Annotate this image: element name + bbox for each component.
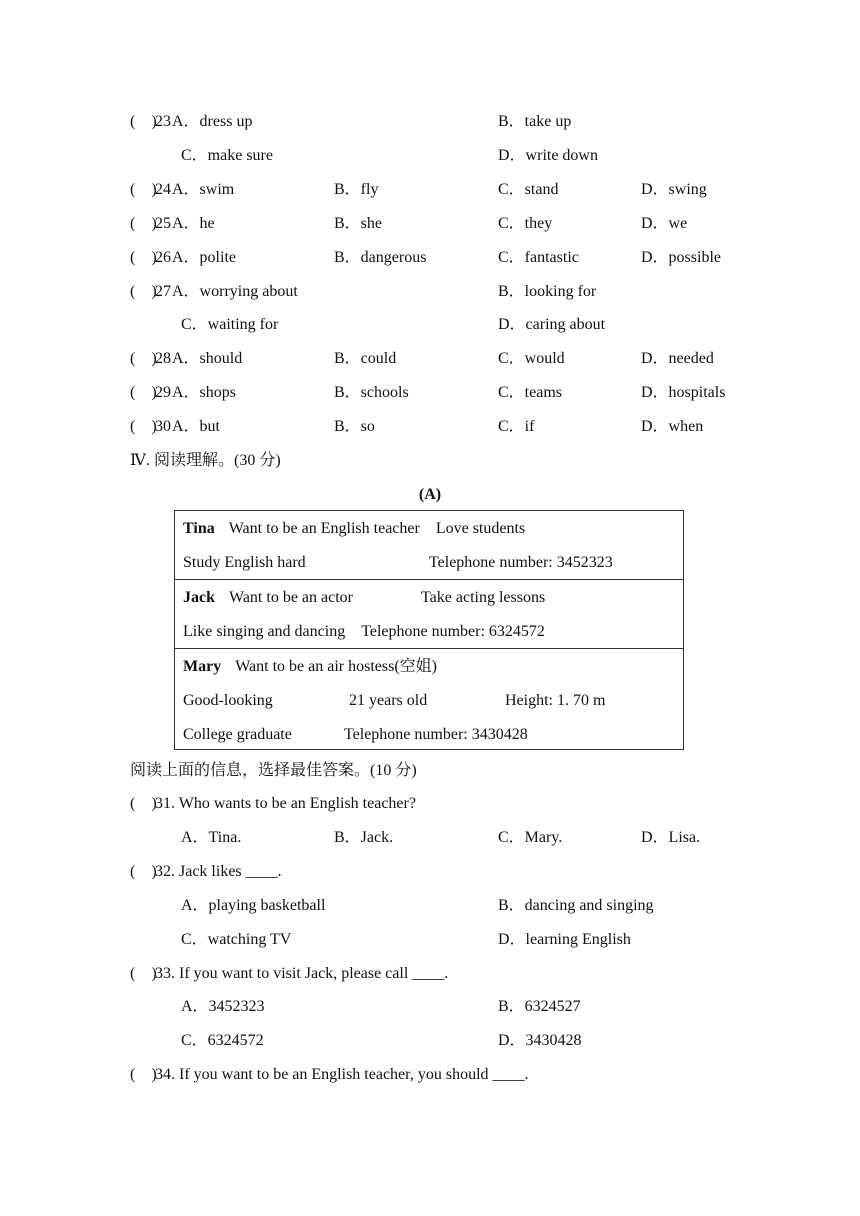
jack-line-1 (183, 586, 353, 610)
section-heading: Ⅳ. 阅读理解。(30 分) (130, 452, 281, 469)
jack-phone-number: : 6324572 (480, 623, 545, 640)
answer-bracket: ( ) (130, 1066, 157, 1083)
mary-phone-number: : 3430428 (463, 726, 528, 743)
option-b: B．she (334, 215, 383, 232)
option-b: B．schools (334, 384, 409, 401)
answer-bracket: ( ) (130, 418, 157, 435)
option-a: A．shops (172, 384, 237, 401)
tina-line-2 (183, 551, 306, 575)
option-a: A．Tina. (181, 829, 242, 846)
answer-bracket: ( ) (130, 283, 157, 300)
question-number: 30 (155, 418, 171, 435)
tina-name: Tina (183, 520, 215, 537)
option-c: C．fantastic (498, 249, 579, 266)
question-number: 28 (155, 350, 171, 367)
mary-looks: Good-looking (183, 692, 273, 709)
answer-bracket: ( ) (130, 384, 157, 401)
mary-name: Mary (183, 658, 222, 675)
option-c: C．if (498, 418, 535, 435)
mary-line-1 (183, 655, 437, 679)
option-a: A．playing basketball (181, 897, 326, 914)
section-heading-row (0, 449, 860, 473)
instruction: 阅读上面的信息，选择最佳答案。(10 分) (130, 762, 417, 779)
question-26 (0, 246, 860, 270)
question-31-options (0, 826, 860, 850)
question-number: 26 (155, 249, 171, 266)
option-a: A．should (172, 350, 243, 367)
option-b: B．fly (334, 181, 379, 198)
option-a: A．swim (172, 181, 235, 198)
mary-college: College graduate (183, 726, 292, 743)
tina-phone-label: Telephone number (429, 554, 549, 571)
question-33-options-1 (0, 995, 860, 1019)
answer-bracket: ( ) (130, 350, 157, 367)
option-d: D．swing (641, 181, 707, 198)
jack-phone-label: Telephone number (361, 623, 481, 640)
answer-bracket: ( ) (130, 215, 157, 232)
question-30 (0, 415, 860, 439)
question-33 (0, 962, 860, 986)
option-c: C．teams (498, 384, 562, 401)
question-32 (0, 860, 860, 884)
option-b: B．dangerous (334, 249, 427, 266)
answer-bracket: ( ) (130, 249, 157, 266)
question-number: 29 (155, 384, 171, 401)
table-row-jack (175, 580, 683, 649)
option-a: A．3452323 (181, 998, 265, 1015)
jack-like: Like singing and dancing (183, 623, 346, 640)
option-d: D．learning English (498, 931, 631, 948)
jack-extra: Take acting lessons (421, 589, 546, 606)
option-d: D．when (641, 418, 704, 435)
option-a: A．but (172, 418, 221, 435)
question-text: 31. Who wants to be an English teacher? (155, 795, 416, 812)
mary-height-label: Height (505, 692, 549, 709)
option-a: A．worrying about (172, 283, 298, 300)
option-c: C．watching TV (181, 931, 292, 948)
question-33-options-2 (0, 1029, 860, 1053)
jack-line-2 (183, 620, 545, 644)
mary-phone-label: Telephone number (344, 726, 464, 743)
mary-want: Want to be an air hostess(空姐) (235, 658, 437, 675)
option-c: C．they (498, 215, 553, 232)
option-b: B．looking for (498, 283, 597, 300)
option-d: D．write down (498, 147, 598, 164)
question-28 (0, 347, 860, 371)
question-27-cont (0, 313, 860, 337)
mary-height-value: : 1. 70 m (548, 692, 606, 709)
question-text: 34. If you want to be an English teacher, you should ____. (155, 1066, 529, 1083)
option-c: C．would (498, 350, 565, 367)
tina-study: Study English hard (183, 554, 306, 571)
option-c: C．6324572 (181, 1032, 264, 1049)
option-c: C．waiting for (181, 316, 279, 333)
question-23 (0, 110, 860, 134)
mary-phone (344, 723, 528, 747)
tina-phone-number: : 3452323 (548, 554, 613, 571)
jack-want: Want to be an actor (229, 589, 353, 606)
option-d: D．caring about (498, 316, 606, 333)
answer-bracket: ( ) (130, 965, 157, 982)
option-a: A．dress up (172, 113, 253, 130)
passage-label: (A) (418, 486, 442, 503)
answer-bracket: ( ) (130, 863, 157, 880)
option-c: C．Mary. (498, 829, 563, 846)
option-d: D．needed (641, 350, 714, 367)
option-b: B．Jack. (334, 829, 394, 846)
option-d: D．3430428 (498, 1032, 582, 1049)
question-number: 23 (155, 113, 171, 130)
question-27 (0, 280, 860, 304)
option-d: D．Lisa. (641, 829, 701, 846)
option-b: B．could (334, 350, 397, 367)
table-row-mary (175, 649, 683, 750)
question-32-options-1 (0, 894, 860, 918)
answer-bracket: ( ) (130, 113, 157, 130)
question-23-cont (0, 144, 860, 168)
answer-bracket: ( ) (130, 795, 157, 812)
option-a: A．he (172, 215, 215, 232)
question-29 (0, 381, 860, 405)
option-c: C．make sure (181, 147, 273, 164)
question-text: 33. If you want to visit Jack, please call ____. (155, 965, 449, 982)
question-text: 32. Jack likes ____. (155, 863, 282, 880)
question-32-options-2 (0, 928, 860, 952)
option-b: B．6324527 (498, 998, 581, 1015)
tina-line-1 (183, 517, 525, 541)
tina-extra: Love students (435, 520, 526, 537)
tina-want: Want to be an English teacher (228, 520, 420, 537)
question-31 (0, 792, 860, 816)
jack-name: Jack (183, 589, 215, 606)
mary-height (505, 689, 605, 713)
mary-age: 21 years old (349, 692, 428, 709)
option-d: D．we (641, 215, 688, 232)
option-b: B．take up (498, 113, 572, 130)
question-34 (0, 1063, 860, 1087)
tina-phone (429, 551, 613, 575)
option-c: C．stand (498, 181, 559, 198)
option-d: D．hospitals (641, 384, 726, 401)
table-row-tina (175, 511, 683, 580)
answer-bracket: ( ) (130, 181, 157, 198)
question-number: 24 (155, 181, 171, 198)
info-table (174, 510, 684, 750)
option-b: B．dancing and singing (498, 897, 654, 914)
option-d: D．possible (641, 249, 722, 266)
question-24 (0, 178, 860, 202)
option-a: A．polite (172, 249, 236, 266)
question-number: 25 (155, 215, 171, 232)
question-number: 27 (155, 283, 171, 300)
option-b: B．so (334, 418, 375, 435)
instruction-row (0, 759, 860, 783)
question-25 (0, 212, 860, 236)
